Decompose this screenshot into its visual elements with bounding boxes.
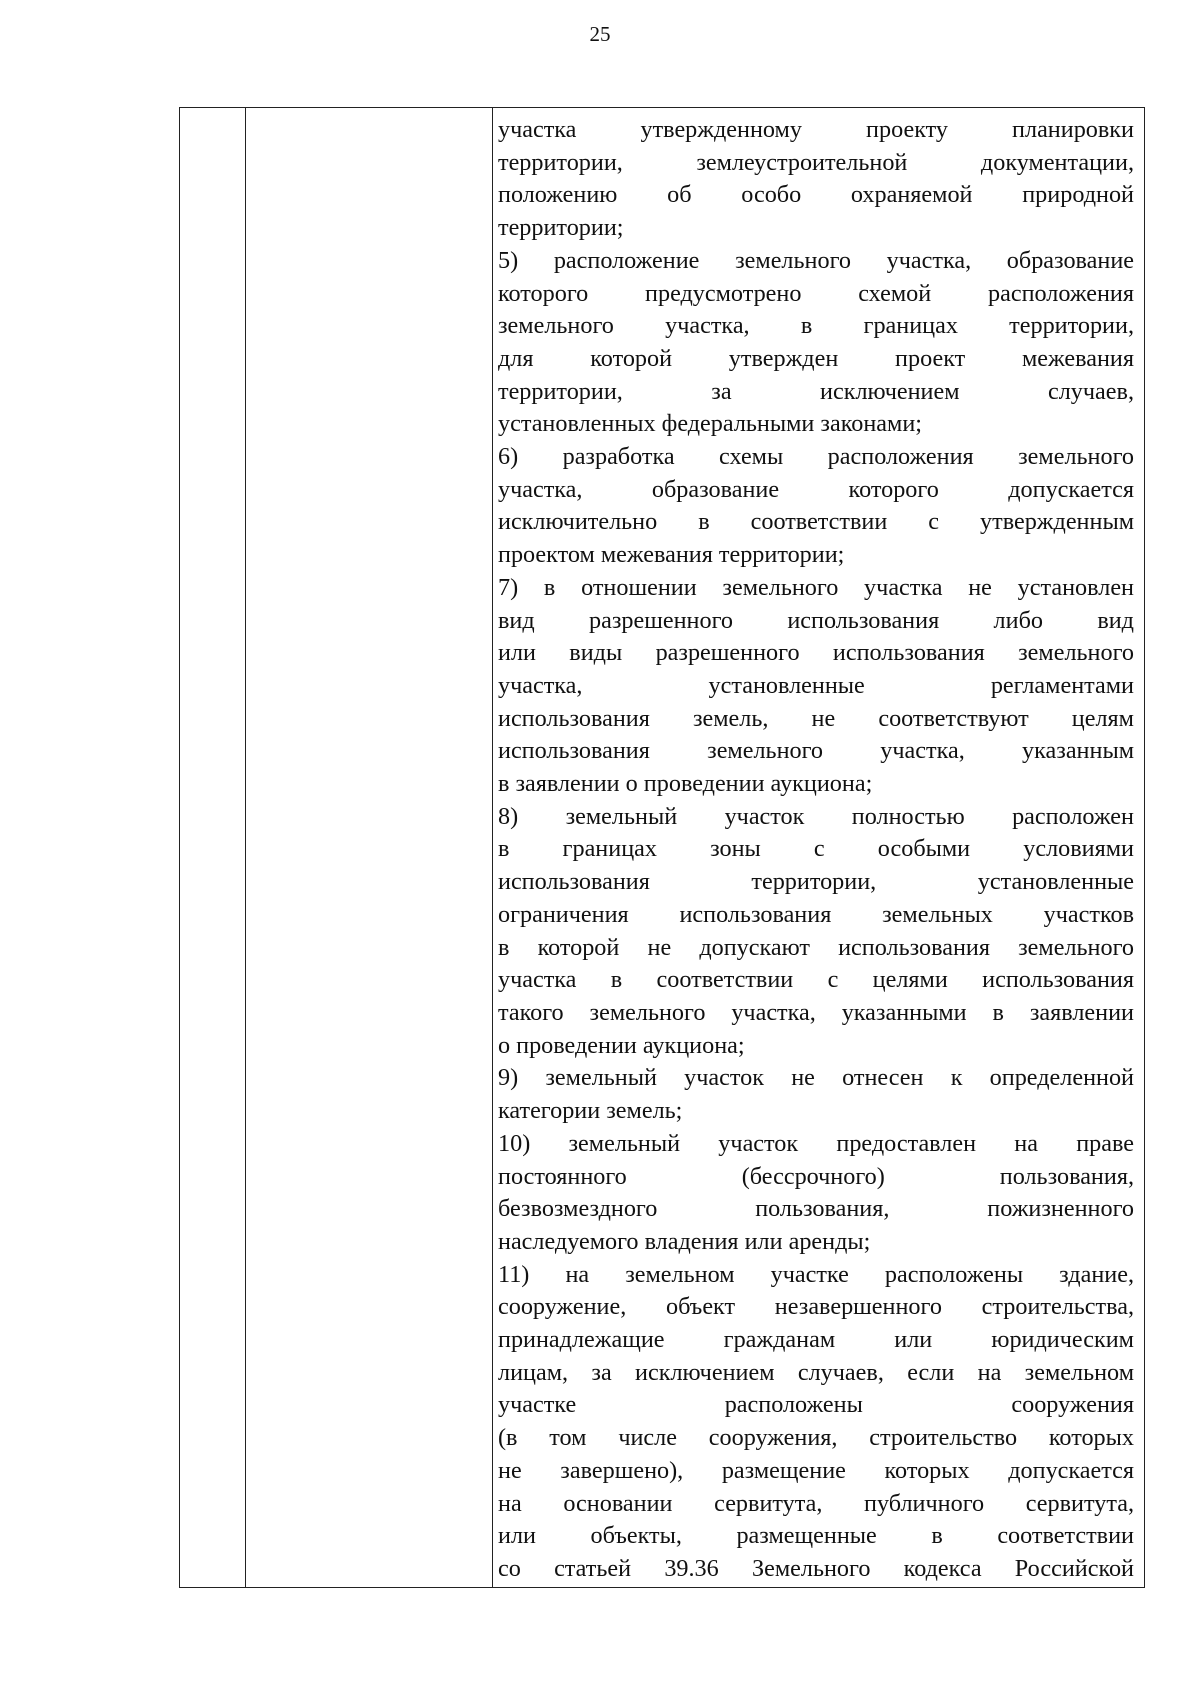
content-line: участка в соответствии с целями использования [498,966,1134,994]
content-line: 9) земельный участок не отнесен к определенной [498,1064,1134,1092]
table-column-content [493,108,1144,1587]
content-line: территории; [498,214,624,242]
content-line: ограничения использования земельных участков [498,900,1134,928]
content-line: 10) земельный участок предоставлен на праве [498,1129,1134,1157]
content-line: в заявлении о проведении аукциона; [498,770,873,798]
content-line: проектом межевания территории; [498,541,845,569]
document-table [179,107,1145,1588]
content-line: земельного участка, в границах территории, [498,312,1134,340]
content-line: категории земель; [498,1097,683,1125]
content-line: установленных федеральными законами; [498,410,922,438]
content-line: в границах зоны с особыми условиями [498,835,1134,863]
content-line: 6) разработка схемы расположения земельного [498,443,1134,471]
content-line: о проведении аукциона; [498,1031,745,1059]
content-line: участке расположены сооружения [498,1391,1134,1419]
table-column-number [180,108,246,1587]
content-line: со статьей 39.36 Земельного кодекса Российской [498,1554,1134,1582]
content-line: 7) в отношении земельного участка не установлен [498,573,1134,601]
content-line: или виды разрешенного использования земельного [498,639,1134,667]
content-line: территории, землеустроительной документации, [498,148,1134,176]
content-line: лицам, за исключением случаев, если на земельном [498,1358,1134,1386]
content-line: 5) расположение земельного участка, образование [498,246,1134,274]
content-line: участка утвержденному проекту планировки [498,116,1134,143]
content-line: участка, образование которого допускается [498,475,1134,503]
content-line: принадлежащие гражданам или юридическим [498,1326,1134,1354]
content-line: для которой утвержден проект межевания [498,344,1134,372]
content-line: которого предусмотрено схемой расположения [498,279,1134,307]
content-line: на основании сервитута, публичного сервитута, [498,1489,1134,1517]
table-column-name [246,108,493,1587]
content-line: наследуемого владения или аренды; [498,1227,871,1255]
content-line: положению об особо охраняемой природной [498,181,1134,209]
content-line: постоянного (бессрочного) пользования, [498,1162,1134,1190]
content-line: сооружение, объект незавершенного строительства, [498,1293,1134,1321]
page-number: 25 [589,22,611,46]
content-line: использования территории, установленные [498,868,1134,896]
content-line: использования земельного участка, указанным [498,737,1134,765]
content-line: такого земельного участка, указанными в заявлении [498,998,1134,1026]
content-line: или объекты, размещенные в соответствии [498,1522,1134,1550]
content-line: 11) на земельном участке расположены здание, [498,1260,1134,1288]
content-line: использования земель, не соответствуют целям [498,704,1134,732]
content-line: безвозмездного пользования, пожизненного [498,1195,1134,1223]
content-line: исключительно в соответствии с утвержденным [498,508,1134,536]
content-line: (в том числе сооружения, строительство которых [498,1424,1134,1452]
content-line: участка, установленные регламентами [498,671,1134,699]
content-line: вид разрешенного использования либо вид [498,606,1134,634]
content-line: территории, за исключением случаев, [498,377,1134,405]
content-line: 8) земельный участок полностью расположен [498,802,1134,830]
content-line: в которой не допускают использования земельного [498,933,1134,961]
content-line: не завершено), размещение которых допускается [498,1456,1134,1484]
